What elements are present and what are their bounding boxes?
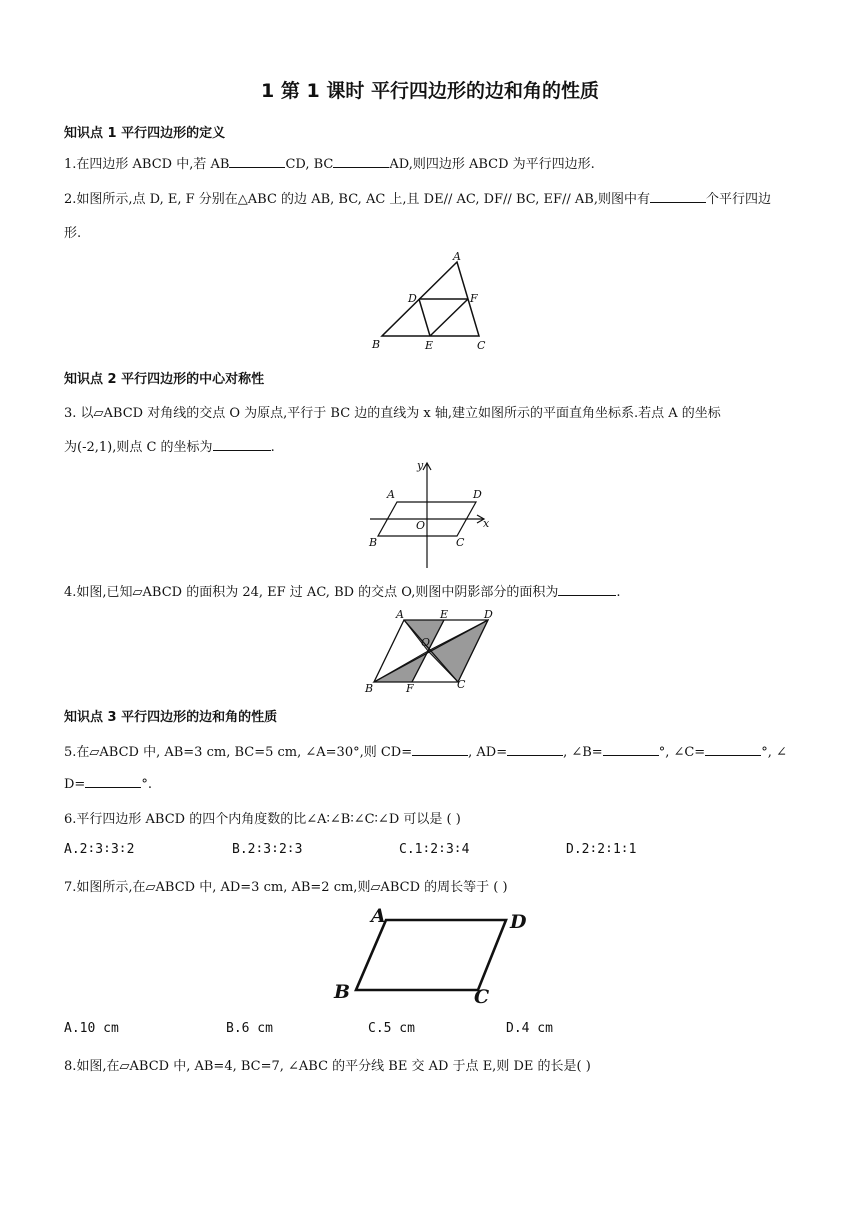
label-C: C: [457, 678, 466, 691]
shaded-parallelogram-figure: [360, 606, 500, 698]
question-1: [64, 153, 595, 172]
label-C: C: [477, 339, 486, 352]
section-heading-2: 知识点 2 平行四边形的中心对称性: [64, 372, 265, 387]
parallelogram-figure: [326, 902, 536, 1010]
label-A: A: [371, 905, 386, 927]
q5-text-e: °, ∠: [761, 745, 787, 760]
question-2-cont: 形.: [64, 226, 82, 241]
label-A: A: [387, 488, 395, 501]
q1-text-c: AD,则四边形 ABCD 为平行四边形.: [389, 157, 595, 172]
label-O: O: [421, 636, 431, 649]
question-8: 8.如图,在▱ABCD 中, AB=4, BC=7, ∠ABC 的平分线 BE 交 AD 于点 E,则 DE 的长是( ): [64, 1059, 591, 1074]
label-B: B: [369, 536, 378, 549]
answer-blank[interactable]: [333, 155, 389, 168]
q1-text-a: 1.在四边形 ABCD 中,若 AB: [64, 157, 230, 172]
question-5: [64, 741, 787, 760]
label-D: D: [484, 608, 493, 621]
q5-text-b: , AD=: [468, 745, 508, 760]
q5-text-c: , ∠B=: [563, 745, 603, 760]
q5-text-a: 5.在▱ABCD 中, AB=3 cm, BC=5 cm, ∠A=30°,则 CD=: [64, 745, 413, 760]
q7-option-d[interactable]: D.4 cm: [506, 1021, 553, 1036]
q3-text-c: .: [270, 440, 275, 455]
label-D: D: [408, 292, 417, 305]
q1-text-b: CD, BC: [285, 157, 334, 172]
question-7: 7.如图所示,在▱ABCD 中, AD=3 cm, AB=2 cm,则▱ABCD 的周长等于 ( ): [64, 880, 508, 895]
label-O: O: [416, 519, 426, 532]
question-3: 3. 以▱ABCD 对角线的交点 O 为原点,平行于 BC 边的直线为 x 轴,建立如图所示的平面直角坐标系.若点 A 的坐标: [64, 406, 721, 421]
label-F: F: [470, 292, 478, 305]
q4-text-b: .: [616, 585, 621, 600]
label-A: A: [453, 250, 461, 263]
label-D: D: [510, 911, 527, 933]
q3-text-b: 为(-2,1),则点 C 的坐标为: [64, 440, 213, 455]
q2-text-b: 个平行四边: [705, 192, 771, 207]
q7-option-a[interactable]: A.10 cm: [64, 1021, 119, 1036]
question-4: [64, 581, 620, 600]
label-B: B: [334, 981, 351, 1003]
question-2: [64, 188, 771, 207]
answer-blank[interactable]: [603, 743, 659, 756]
q6-option-b[interactable]: B.2∶3∶2∶3: [232, 842, 303, 857]
question-6: 6.平行四边形 ABCD 的四个内角度数的比∠A∶∠B∶∠C∶∠D 可以是 ( ): [64, 812, 461, 827]
answer-blank[interactable]: [507, 743, 563, 756]
q6-option-a[interactable]: A.2∶3∶3∶2: [64, 842, 135, 857]
label-B: B: [365, 682, 374, 695]
label-E: E: [440, 608, 449, 621]
q4-text-a: 4.如图,已知▱ABCD 的面积为 24, EF 过 AC, BD 的交点 O,则图中阴影部分的面积为: [64, 585, 559, 600]
q6-option-c[interactable]: C.1∶2∶3∶4: [399, 842, 470, 857]
label-D: D: [473, 488, 482, 501]
page-title: 1 第 1 课时 平行四边形的边和角的性质: [261, 80, 599, 102]
answer-blank[interactable]: [229, 155, 285, 168]
section-heading-1: 知识点 1 平行四边形的定义: [64, 126, 226, 141]
answer-blank[interactable]: [558, 583, 616, 596]
answer-blank[interactable]: [705, 743, 761, 756]
q5-text-f: D=: [64, 777, 86, 792]
q7-option-b[interactable]: B.6 cm: [226, 1021, 273, 1036]
answer-blank[interactable]: [412, 743, 468, 756]
label-F: F: [406, 682, 414, 695]
coordinate-figure: [362, 458, 502, 570]
answer-blank[interactable]: [650, 190, 706, 203]
q2-text-a: 2.如图所示,点 D, E, F 分别在△ABC 的边 AB, BC, AC 上,且 DE// AC, DF// BC, EF// AB,则图中有: [64, 192, 650, 207]
q5-text-d: °, ∠C=: [658, 745, 706, 760]
label-x: x: [483, 517, 490, 530]
label-y: y: [417, 459, 424, 472]
label-C: C: [474, 986, 490, 1008]
q6-option-d[interactable]: D.2∶2∶1∶1: [566, 842, 637, 857]
q5-text-g: °.: [141, 777, 152, 792]
q7-option-c[interactable]: C.5 cm: [368, 1021, 415, 1036]
label-E: E: [425, 339, 434, 352]
question-5-cont: [64, 775, 152, 792]
label-C: C: [456, 536, 465, 549]
label-A: A: [396, 608, 404, 621]
question-3-cont: [64, 436, 275, 455]
answer-blank[interactable]: [213, 438, 271, 451]
triangle-figure: [360, 248, 500, 358]
section-heading-3: 知识点 3 平行四边形的边和角的性质: [64, 710, 278, 725]
answer-blank[interactable]: [85, 775, 141, 788]
label-B: B: [372, 338, 381, 351]
